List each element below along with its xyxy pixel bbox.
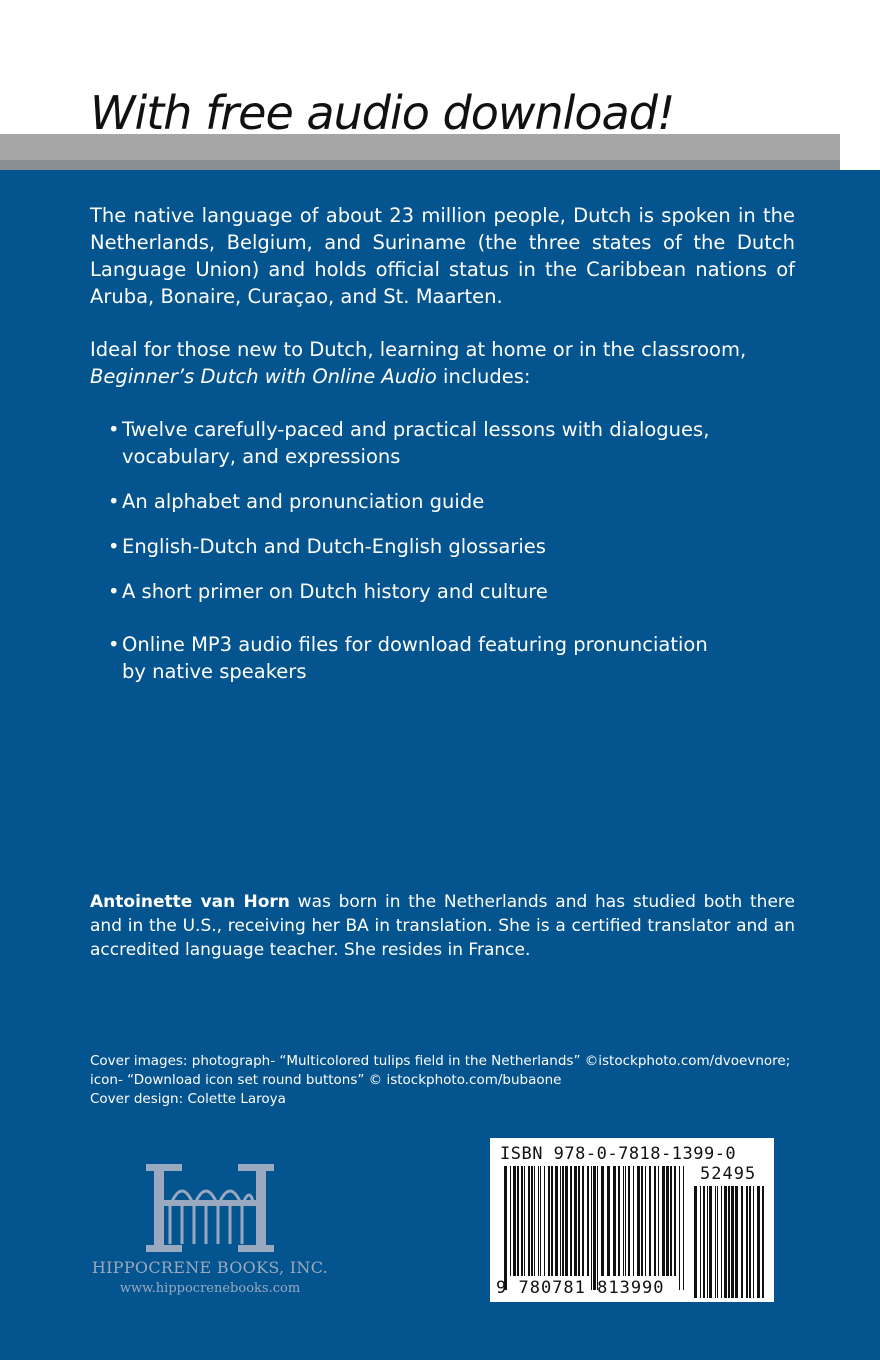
book-title: Beginner’s Dutch with Online Audio	[90, 365, 437, 388]
barcode-bar	[528, 1166, 530, 1276]
list-item: • A short primer on Dutch history and culture	[108, 578, 728, 605]
headline: With free audio download!	[90, 86, 675, 140]
list-item: • Twelve carefully-paced and practical lessons with dialogues, vocabulary, and expressions	[108, 416, 728, 470]
barcode-bar	[654, 1166, 656, 1276]
barcode-bar	[521, 1166, 523, 1276]
list-item: • English-Dutch and Dutch-English glossaries	[108, 533, 728, 560]
design-credits: Cover design: Colette Laroya	[90, 1091, 286, 1107]
barcode-bar	[544, 1166, 545, 1276]
barcode-bar	[565, 1166, 568, 1276]
barcode-bar	[694, 1186, 697, 1298]
features-list	[108, 416, 728, 685]
barcode-bar	[548, 1166, 550, 1276]
barcode-bar	[753, 1186, 754, 1298]
barcode-bar	[721, 1186, 722, 1298]
barcode-bar	[735, 1186, 738, 1298]
barcode-bar	[578, 1166, 580, 1276]
barcode-bar	[658, 1166, 659, 1276]
list-item: • Online MP3 audio files for download featuring pronunciation by native speakers	[108, 631, 728, 685]
barcode-bar	[582, 1166, 584, 1276]
barcode-bar	[709, 1186, 712, 1298]
cover-credits	[90, 1052, 795, 1109]
barcode-bar	[531, 1166, 533, 1276]
barcode-bar	[731, 1186, 734, 1298]
barcode-bar	[645, 1166, 646, 1276]
barcode-bar	[674, 1166, 676, 1276]
barcode-bar	[538, 1166, 539, 1276]
barcode-bar	[587, 1166, 589, 1276]
ean-digits: 9 780781 813990	[496, 1278, 665, 1298]
ideal-tail: includes:	[436, 365, 531, 388]
author-bio	[90, 890, 795, 962]
barcode-addon-bars-icon	[694, 1186, 766, 1298]
gray-band-shadow	[0, 160, 840, 170]
barcode-bar	[597, 1166, 598, 1290]
barcode-bar	[728, 1186, 730, 1298]
isbn-text: ISBN 978-0-7818-1399-0	[500, 1144, 737, 1164]
barcode-bar	[670, 1166, 672, 1276]
image-credits: Cover images: photograph- “Multicolored tulips field in the Netherlands” ©istockphoto.com/dvoevnore; icon- “Download icon set round buttons” © istockphoto.com/bubaone	[90, 1053, 791, 1088]
barcode-bar	[504, 1166, 507, 1290]
barcode-bar	[591, 1166, 592, 1290]
barcode-bar	[524, 1166, 525, 1276]
barcode-bar	[649, 1166, 651, 1276]
barcode-bar	[746, 1186, 748, 1298]
ideal-lead: Ideal for those new to Dutch, learning at home or in the classroom,	[90, 338, 747, 361]
barcode-bar	[513, 1166, 516, 1276]
barcode-bar	[633, 1166, 634, 1276]
barcode-bar	[666, 1166, 669, 1276]
barcode-bar	[715, 1186, 716, 1298]
barcode-addon-number: 52495	[700, 1164, 757, 1184]
list-item: • An alphabet and pronunciation guide	[108, 488, 728, 515]
barcode-bar	[724, 1186, 727, 1298]
barcode-bar	[623, 1166, 624, 1276]
barcode-bar	[570, 1166, 572, 1276]
barcode-bar	[551, 1166, 553, 1276]
barcode-bar	[601, 1166, 604, 1276]
barcode-bar	[637, 1166, 640, 1276]
barcode-bar	[717, 1186, 718, 1298]
barcode-bar	[703, 1186, 705, 1298]
barcode-bar	[560, 1166, 561, 1276]
barcode-bar	[534, 1166, 535, 1276]
publisher-name: HIPPOCRENE BOOKS, INC.	[91, 1258, 329, 1277]
barcode-bar	[683, 1166, 684, 1290]
barcode-bar	[762, 1186, 764, 1298]
barcode-bar	[757, 1186, 760, 1298]
author-name: Antoinette van Horn	[90, 892, 290, 912]
barcode-bar	[593, 1166, 596, 1290]
barcode-bar	[749, 1186, 751, 1298]
intro-paragraph: The native language of about 23 million people, Dutch is spoken in the Netherlands, Belgium, and Suriname (the three states of the Dutch Language Union) and holds official status in the Caribbean nations of Aruba, Bonaire, Curaçao, and St. Maarten.	[90, 204, 795, 308]
barcode-bar	[625, 1166, 626, 1276]
barcode-bar	[517, 1166, 519, 1276]
barcode-bar	[707, 1186, 708, 1298]
barcode-bar	[510, 1166, 511, 1276]
barcode-bar	[641, 1166, 643, 1276]
publisher-url: www.hippocrenebooks.com	[119, 1281, 301, 1296]
barcode-bar	[679, 1166, 680, 1290]
barcode-bar	[700, 1186, 701, 1298]
barcode-bar	[574, 1166, 577, 1276]
isbn-barcode	[490, 1138, 774, 1302]
barcode-bar	[607, 1166, 610, 1276]
ideal-paragraph	[90, 336, 795, 390]
barcode-bar	[741, 1186, 743, 1298]
barcode-bar	[562, 1166, 564, 1276]
barcode-bar	[662, 1166, 665, 1276]
barcode-bar	[540, 1166, 541, 1276]
barcode-bar	[628, 1166, 630, 1276]
barcode-bar	[555, 1166, 558, 1276]
barcode-bars-icon	[504, 1166, 684, 1290]
barcode-bar	[613, 1166, 616, 1276]
author-bio-text: was born in the Netherlands and has studied both there and in the U.S., receiving her BA in translation. She is a certified translator and an accredited language teacher. She resides in France.	[90, 892, 795, 960]
barcode-bar	[618, 1166, 620, 1276]
